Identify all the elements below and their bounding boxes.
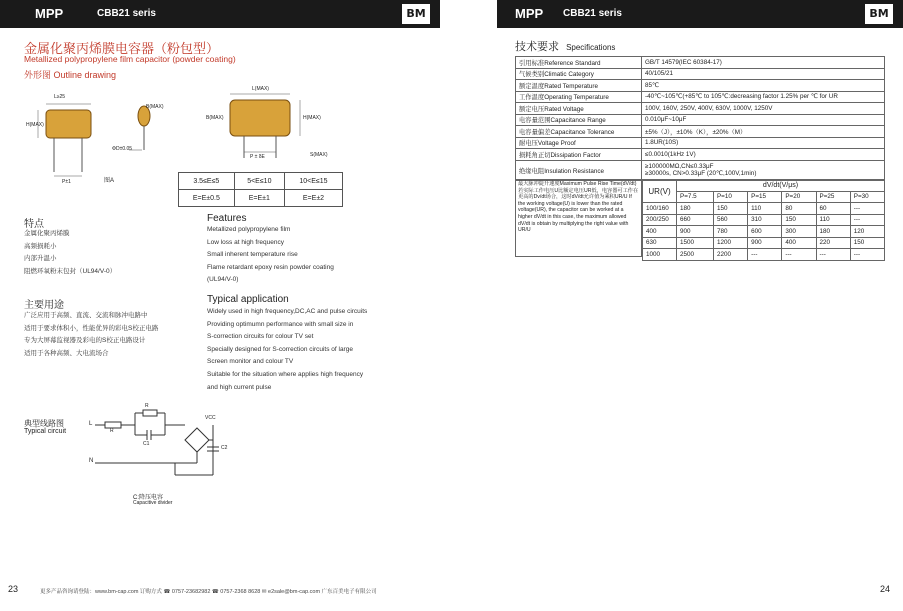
table-row	[516, 126, 885, 138]
table-cell: E=E±0.5	[179, 190, 235, 207]
table-row	[179, 173, 343, 190]
list-item: 广泛应用于高频、直流、交流和脉冲电路中	[24, 312, 148, 319]
table-cell: E=E±2	[284, 190, 342, 207]
table-cell: 180	[677, 203, 714, 215]
table-cell: 400	[643, 226, 677, 238]
list-item: 专为大屏幕监视器及彩电的S校正电路设计	[24, 337, 146, 344]
usage-cn-list	[24, 310, 158, 360]
list-item: Specially designed for S-correction circuits of large	[207, 345, 353, 353]
table-cell: 110	[748, 203, 782, 215]
usage-cn-title: 主要用途	[24, 300, 64, 311]
page-number-left: 23	[8, 584, 19, 594]
table-row	[516, 114, 885, 126]
spec-label: 绝缘电阻Insulation Resistance	[516, 160, 642, 180]
spec-label: 气候类别Climatic Category	[516, 68, 642, 80]
usage-en-list	[207, 306, 367, 394]
insulation-line: ≥30000s, CN>0.33μF (20℃,100V,1min)	[645, 170, 757, 177]
spec-title-en: Specifications	[566, 43, 616, 52]
spec-value: 1.8UR(10S)	[642, 137, 885, 149]
table-cell: 300	[782, 226, 816, 238]
list-item: Providing optimumn performance with small size in	[207, 320, 354, 328]
outline-heading: 外形图 Outline drawing	[24, 70, 117, 80]
usage-en-title: Typical application	[207, 294, 289, 305]
typical-circuit-diagram	[85, 405, 235, 505]
spec-value: 40/105/21	[642, 68, 885, 80]
footer-contact: 更多产品咨询请登陆：www.bm-cap.com 订购方式 ☎ 0757-23682982 ☎ 0757-2368 8628 ✉ e2sale@bm-cap.com 广东百美电子有限公司	[40, 589, 377, 595]
list-item: Small inherent temperature rise	[207, 251, 298, 259]
page-title-en: Metallized polypropylene film capacitor (powder coating)	[24, 54, 236, 64]
h-max-label: H(MAX)	[26, 122, 44, 128]
spec-table	[515, 56, 885, 181]
s-max-label: S(MAX)	[310, 152, 328, 158]
capacitor-side-drawing	[24, 80, 174, 190]
circuit-c2-label: C2	[221, 445, 228, 451]
table-cell: 220	[816, 237, 850, 249]
table-cell: 80	[782, 203, 816, 215]
spec-label: 额定电压Rated Voltage	[516, 103, 642, 115]
features-en-title: Features	[207, 213, 247, 224]
p-header: P=10	[713, 191, 747, 203]
series-label: CBB21 seris	[563, 8, 622, 19]
table-cell: 780	[713, 226, 747, 238]
list-item: (UL94/V-0)	[207, 276, 239, 284]
table-row	[516, 149, 885, 161]
table-cell: 900	[677, 226, 714, 238]
list-item: 适用于各种高频、大电流场合	[24, 349, 109, 357]
p-header: P=25	[816, 191, 850, 203]
list-item: Low loss at high frequency	[207, 238, 284, 246]
table-cell: 60	[816, 203, 850, 215]
table-row	[516, 91, 885, 103]
table-cell: 400	[782, 237, 816, 249]
dvdt-header: dV/dt(V/μs)	[677, 180, 885, 192]
table-row	[179, 190, 343, 207]
table-cell: 100/160	[643, 203, 677, 215]
table-cell: 1500	[677, 237, 714, 249]
h-max2-label: H(MAX)	[303, 115, 321, 121]
page-title-cn: 金属化聚丙烯膜电容器（粉包型）	[24, 41, 220, 56]
spec-value: -40℃~105℃(+85℃ to 105℃:decreasing factor 1.25% per ℃ for UR	[642, 91, 885, 103]
table-cell: 200/250	[643, 214, 677, 226]
list-item: Metallized polypropylene film	[207, 226, 291, 233]
table-cell: 310	[748, 214, 782, 226]
series-label: CBB21 seris	[97, 8, 156, 19]
spec-value: GB/T 14579(IEC 60384-17)	[642, 57, 885, 69]
page-number-right: 24	[880, 584, 891, 594]
list-item: 金属化聚丙烯膜	[24, 230, 70, 237]
dvdt-table	[642, 179, 885, 261]
d-label: ΦD±0.05	[112, 146, 133, 152]
table-cell: 660	[677, 214, 714, 226]
circuit-n-label: N	[89, 458, 94, 464]
spec-label: 耐电压Voltage Proof	[516, 137, 642, 149]
spec-label: 额定温度Rated Temperature	[516, 80, 642, 92]
table-row	[516, 68, 885, 80]
pulse-rise-description: 最大脉冲陡升速度Maximum Pulse Rise Time(dV/dt)若实际工作电压U比额定电压UR低，电容器可工作在更高的Dv/dt场合，这时dV/dt允许值为乘积UR/U If the working voltage(U) is lower than the rated voltage(UR), the capacitor can be worked at a higher dV/dt in this case, the maximum allowed dV/dt is obtain by multiplying the right value with UR/U	[515, 179, 642, 257]
table-row	[643, 237, 885, 249]
circuit-l-label: L	[89, 421, 93, 427]
l-max-label: L≥25	[54, 94, 66, 100]
p-header: P=20	[782, 191, 816, 203]
spec-label: 引用标准Reference Standard	[516, 57, 642, 69]
ur-header: UR(V)	[643, 180, 677, 203]
table-row	[643, 180, 885, 192]
table-cell: ---	[748, 249, 782, 261]
table-row	[516, 80, 885, 92]
spec-value: ±5%（J），±10%（K），±20%（M）	[642, 126, 885, 138]
table-cell: 5<E≤10	[234, 173, 284, 190]
table-row	[516, 57, 885, 69]
lead-tolerance-table	[178, 172, 343, 207]
table-row	[516, 137, 885, 149]
list-item: 适用于要求体积小，性能优异的彩电S校正电路	[24, 324, 159, 332]
table-row	[516, 160, 885, 180]
list-item: 高频损耗小	[24, 242, 57, 250]
table-row	[643, 226, 885, 238]
spec-label: 损耗角正切Dissipation Factor	[516, 149, 642, 161]
list-item: Flame retardant epoxy resin powder coating	[207, 263, 334, 271]
table-cell: 110	[816, 214, 850, 226]
table-cell: ---	[816, 249, 850, 261]
spec-value: ≤0.0010(1kHz 1V)	[642, 149, 885, 161]
table-cell: 1200	[713, 237, 747, 249]
p-header: P=15	[748, 191, 782, 203]
circuit-caption-cn: C:降压电容	[133, 495, 164, 501]
outline-drawing-front	[200, 80, 340, 170]
table-cell: 150	[713, 203, 747, 215]
list-item: and high current pulse	[207, 383, 272, 391]
right-header-bar	[497, 0, 903, 28]
table-cell: 900	[748, 237, 782, 249]
spec-title-cn: 技术要求	[515, 41, 559, 53]
table-cell: 600	[748, 226, 782, 238]
table-cell: ---	[782, 249, 816, 261]
table-cell: 560	[713, 214, 747, 226]
circuit-en-title: Typical circuit	[24, 428, 67, 435]
circuit-c1-label: C1	[143, 441, 150, 447]
insulation-line: ≥100000MΩ,CN≤0.33μF	[645, 163, 714, 170]
list-item: Widely used in high frequency,DC,AC and pulse circuits	[207, 308, 368, 315]
spec-label: 工作温度Operating Temperature	[516, 91, 642, 103]
brand-label: MPP	[515, 6, 544, 21]
table-row	[643, 191, 885, 203]
list-item: Screen monitor and colour TV	[207, 358, 294, 366]
table-cell: ---	[850, 203, 884, 215]
list-item: Suitable for the situation where applies high frequency	[207, 370, 364, 378]
spec-value: 85℃	[642, 80, 885, 92]
left-header-bar	[0, 0, 440, 28]
table-row	[643, 203, 885, 215]
circuit-cn-title: 典型线路图	[24, 419, 64, 428]
spec-label: 电容量偏差Capacitance Tolerance	[516, 126, 642, 138]
circuit-r-label: R	[110, 428, 114, 434]
p-header: P=7.5	[677, 191, 714, 203]
outline-drawing	[24, 80, 174, 190]
table-cell: 2500	[677, 249, 714, 261]
table-cell: 150	[782, 214, 816, 226]
table-cell: 10<E≤15	[284, 173, 342, 190]
b-max2-label: B(MAX)	[206, 115, 224, 121]
spec-value: 100V, 160V, 250V, 400V, 630V, 1000V, 1250V	[642, 103, 885, 115]
spec-label: 电容量范围Capacitance Range	[516, 114, 642, 126]
table-cell: 180	[816, 226, 850, 238]
fig-a-label: 图A	[104, 178, 115, 184]
p-label: P±1	[62, 179, 71, 185]
table-row	[643, 249, 885, 261]
table-row	[643, 214, 885, 226]
list-item: 阻燃环氧粉末包封（UL94/V-0）	[24, 267, 117, 275]
spec-title	[515, 38, 615, 54]
table-cell: 2200	[713, 249, 747, 261]
bm-logo: BM	[402, 4, 430, 24]
table-cell: ---	[850, 249, 884, 261]
spec-value	[642, 160, 885, 180]
features-cn-title: 特点	[24, 219, 44, 230]
table-cell: 1000	[643, 249, 677, 261]
p-header: P=30	[850, 191, 884, 203]
table-cell: 630	[643, 237, 677, 249]
list-item: S-correction circuits for colour TV set	[207, 333, 314, 341]
table-cell: ---	[850, 214, 884, 226]
spec-value: 0.010μF~10μF	[642, 114, 885, 126]
l-max2-label: L(MAX)	[252, 86, 269, 92]
features-en-list	[207, 224, 334, 287]
brand-label: MPP	[35, 6, 64, 21]
table-cell: 150	[850, 237, 884, 249]
table-cell: 3.5≤E≤5	[179, 173, 235, 190]
circuit-r2-label: R	[145, 403, 149, 409]
p-tol-label: P ± δE	[250, 154, 265, 160]
table-cell: 120	[850, 226, 884, 238]
list-item: 内部升温小	[24, 255, 57, 262]
table-row	[516, 103, 885, 115]
features-cn-list	[24, 228, 116, 278]
table-cell: E=E±1	[234, 190, 284, 207]
circuit-vcc-label: VCC	[205, 415, 216, 421]
circuit-caption-en: Capacitive divider	[133, 500, 173, 506]
b-max-label: B(MAX)	[146, 104, 164, 110]
bm-logo: BM	[865, 4, 893, 24]
